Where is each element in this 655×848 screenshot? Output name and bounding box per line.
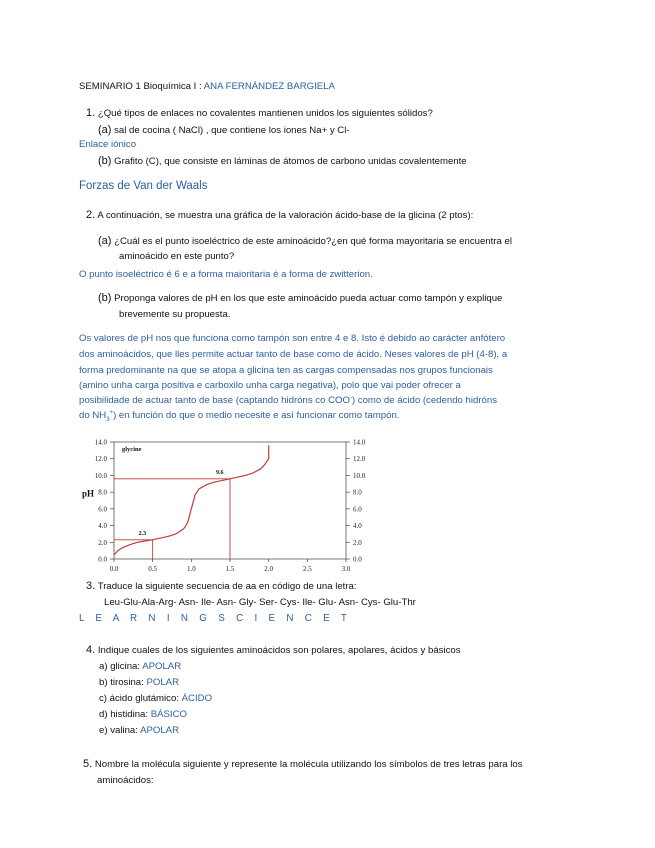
q1-answer-a: Enlace iónico (79, 139, 137, 150)
y-tick-label-right: 12.0 (353, 455, 366, 464)
q2-answer-b-line-2: dos aminoácidos, que lles permite actuar tanto de base como de ácido. Neses valores de pH (4-8), a (79, 349, 508, 360)
q2-answer-b-line-1: Os valores de pH nos que funciona como tampón son entre 4 e 8. Isto é debido ao carácter anfótero (79, 333, 506, 344)
annotation-label: 2.3 (138, 530, 147, 537)
x-tick-label: 3.0 (341, 565, 351, 573)
superscript: + (109, 410, 114, 416)
y-tick-label-right: 2.0 (353, 538, 362, 547)
item-label: e) valina: (99, 725, 138, 736)
option-text-line-1: ¿Cuál es el punto isoeléctrico de este aminoácido?¿en qué forma mayoritaria se encuentra el (114, 236, 512, 247)
y-tick-label-left: 14.0 (94, 438, 107, 447)
y-axis-label: pH (82, 488, 95, 499)
question-number: 2. (86, 209, 96, 221)
question-text: ¿Qué tipos de enlaces no covalentes mantienen unidos los siguientes sólidos? (97, 108, 433, 119)
x-tick-label: 2.5 (302, 565, 312, 573)
superscript: - (349, 395, 352, 401)
question-5 (83, 758, 523, 771)
y-tick-label-right: 4.0 (353, 522, 362, 531)
q2-option-a (98, 235, 512, 248)
y-tick-label-left: 12.0 (94, 455, 107, 464)
q2-answer-b-line-5 (79, 395, 497, 407)
item-label: a) glicina: (99, 661, 141, 672)
titration-chart (78, 432, 378, 578)
annotation-label: 9.6 (216, 469, 224, 476)
question-number: 4. (86, 644, 96, 656)
q3-sequence: Leu-Glu-Ala-Arg- Asn- Ile- Asn- Gly- Ser- Cys- Ile- Glu- Asn- Cys- Glu-Thr (104, 597, 416, 608)
text: ) como de ácido (cedendo hidróns (351, 395, 497, 407)
option-label: (b) (98, 155, 112, 167)
subscript: 3 (106, 417, 110, 424)
y-tick-label-left: 10.0 (94, 471, 107, 480)
y-tick-label-left: 6.0 (98, 505, 107, 514)
option-label: (a) (98, 124, 112, 136)
y-tick-label-right: 0.0 (353, 555, 362, 564)
option-label: (b) (98, 292, 112, 304)
q2-option-a-line-2: aminoácido en este punto? (119, 251, 235, 262)
item-label: b) tirosina: (99, 677, 144, 688)
q1-option-b (98, 155, 467, 168)
q4-item-b (99, 677, 179, 689)
question-3 (86, 580, 357, 593)
question-text: Traduce la siguiente secuencia de aa en código de una letra: (97, 581, 357, 592)
option-label: (a) (98, 235, 112, 247)
question-number: 5. (83, 758, 93, 770)
option-text: Grafito (C), que consiste en láminas de átomos de carbono unidas covalentemente (114, 156, 467, 167)
item-label: d) histidina: (99, 709, 149, 720)
item-answer: ÁCIDO (181, 693, 213, 704)
item-answer: BÁSICO (150, 709, 187, 720)
q3-answer: L E A R N I N G S C I E N C E T (79, 613, 352, 624)
q2-answer-a: O punto isoeléctrico é 6 e a forma maioritaria é a forma de zwitterion. (79, 269, 373, 280)
x-tick-label: 1.5 (225, 565, 235, 573)
question-4 (86, 644, 461, 657)
q4-item-a (99, 661, 181, 673)
q2-answer-b-line-4: (amino unha carga positiva e carboxilo unha carga negativa), polo que vai poder ofrecer a (79, 380, 461, 391)
q2-answer-b-line-6 (79, 410, 399, 424)
option-text-line-1: Proponga valores de pH en los que este aminoácido pueda actuar como tampón y explique (114, 293, 503, 304)
y-tick-label-left: 8.0 (98, 488, 107, 497)
y-tick-label-right: 6.0 (353, 505, 362, 514)
header-author: ANA FERNÁNDEZ BARGIELA (203, 81, 335, 92)
q1-answer-b: Forzas de Van der Waals (79, 180, 208, 192)
question-5-line-2: aminoácidos: (97, 775, 154, 786)
x-tick-label: 0.5 (148, 565, 158, 573)
option-text: sal de cocina ( NaCl) , que contiene los iones Na+ y Cl- (114, 125, 350, 136)
question-text: A continuación, se muestra una gráfica de la valoración ácido-base de la glicina (2 ptos): (97, 210, 474, 221)
item-label: c) ácido glutámico: (99, 693, 179, 704)
x-tick-label: 2.0 (264, 565, 274, 573)
y-tick-label-right: 8.0 (353, 488, 362, 497)
q2-option-b-line-2: brevemente su propuesta. (119, 309, 231, 320)
text: do NH (79, 410, 107, 422)
y-tick-label-right: 14.0 (353, 438, 366, 447)
question-number: 3. (86, 580, 96, 592)
question-1 (86, 107, 433, 120)
chart-title: glycine (122, 446, 142, 453)
x-tick-label: 1.0 (186, 565, 196, 573)
text: ) en función do que o medio necesite e así funcionar como tampón. (113, 410, 400, 422)
header-prefix: SEMINARIO 1 Bioquímica I : (79, 81, 202, 92)
q1-option-a (98, 124, 350, 137)
q4-item-d (99, 709, 187, 721)
question-number: 1. (86, 107, 96, 119)
y-tick-label-left: 2.0 (98, 538, 107, 547)
page-header (79, 81, 335, 93)
x-tick-label: 0.0 (109, 565, 119, 573)
q2-option-b (98, 292, 502, 305)
question-text-line-1: Nombre la molécula siguiente y represente la molécula utilizando los símbolos de tres letras para los (94, 759, 523, 770)
item-answer: POLAR (146, 677, 179, 688)
item-answer: APOLAR (140, 725, 180, 736)
y-tick-label-left: 0.0 (98, 555, 107, 564)
text: posibilidade de actuar tanto de base (captando hidróns co COO (79, 395, 350, 407)
q4-item-e (99, 725, 179, 737)
y-tick-label-left: 4.0 (98, 522, 107, 531)
q2-answer-b-line-3: forma predominante na que se atopa a glicina ten as cargas compensadas nos grupos funcionais (79, 365, 493, 376)
question-text: Indique cuales de los siguientes aminoácidos son polares, apolares, ácidos y básicos (97, 645, 461, 656)
item-answer: APOLAR (142, 661, 182, 672)
question-2 (86, 209, 473, 222)
y-tick-label-right: 10.0 (353, 471, 366, 480)
q4-item-c (99, 693, 212, 705)
